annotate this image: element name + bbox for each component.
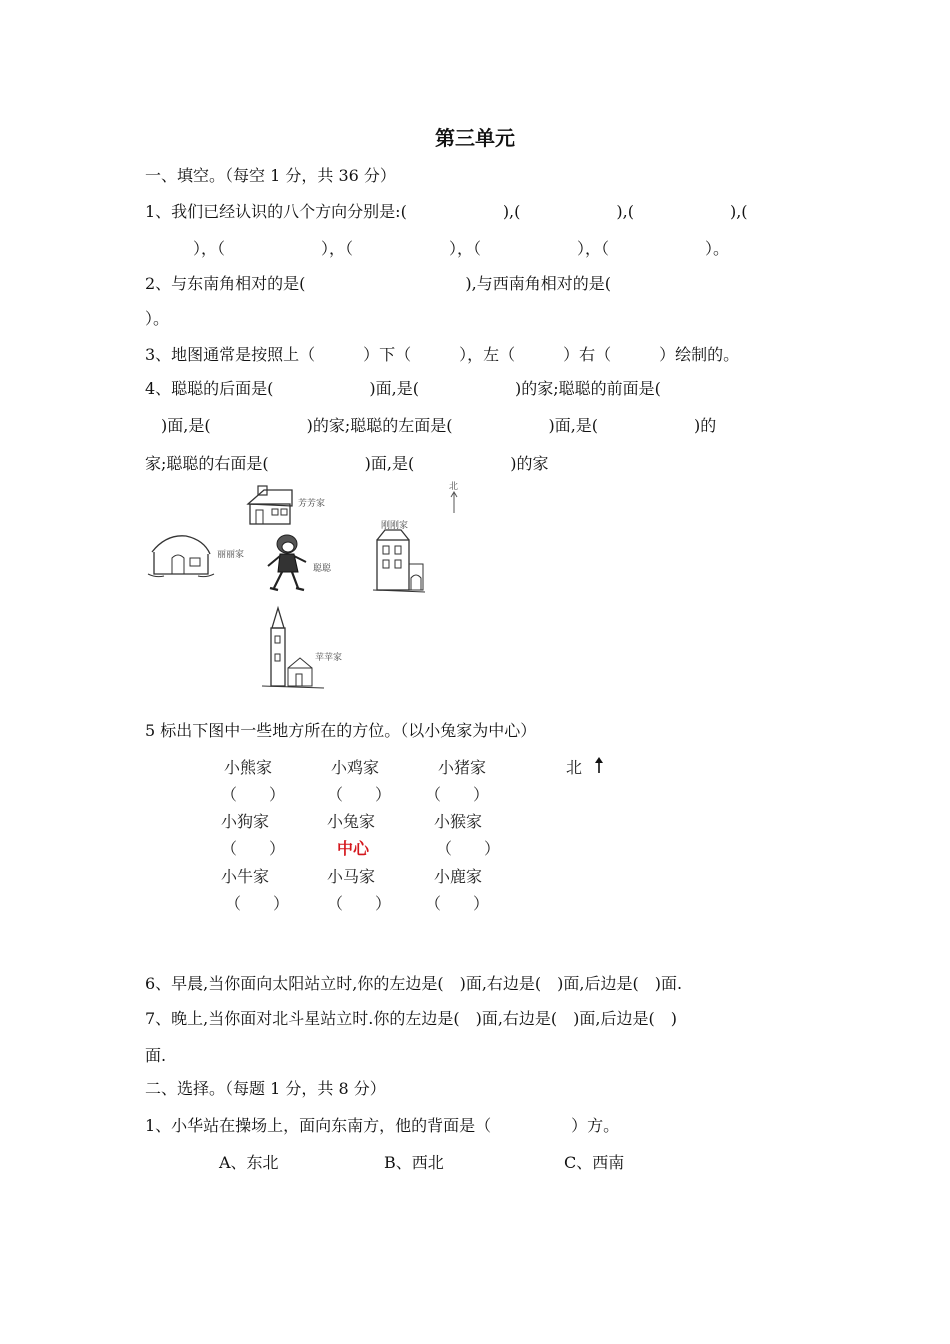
grid-north-label: 北 [566, 758, 583, 777]
fangfang-label: 芳芳家 [298, 499, 326, 509]
grid-lu: 小鹿家 [434, 867, 483, 886]
q1-line1: 1、我们已经认识的八个方向分别是:( ),( ),( ),( [145, 202, 748, 221]
gangang-label: 刚刚家 [381, 521, 409, 531]
s2-q1: 1、小华站在操场上，面向东南方，他的背面是（ ）方。 [145, 1116, 620, 1135]
page-title: 第三单元 [435, 126, 515, 150]
map-north-label: 北 [449, 482, 459, 492]
q1-line2: ），（ ），（ ），（ ），（ ）。 [145, 239, 730, 258]
congcong-label: 聪聪 [313, 564, 332, 574]
lili-house-drawing [146, 530, 216, 580]
grid-paren-ji: （ ） [327, 785, 392, 804]
q2-line2: ）。 [145, 309, 170, 328]
option-b: B、西北 [384, 1153, 444, 1172]
congcong-figure-drawing [262, 530, 312, 594]
grid-paren-gou: （ ） [221, 839, 286, 858]
q6: 6、早晨,当你面向太阳站立时,你的左边是( )面,右边是( )面,后边是( )面. [145, 974, 683, 993]
pingping-house-drawing [258, 604, 328, 690]
q4-line3: 家;聪聪的右面是( )面,是( )的家 [145, 454, 549, 473]
grid-paren-niu: （ ） [225, 894, 290, 913]
q3: 3、地图通常是按照上（ ）下（ ），左（ ）右（ ）绘制的。 [145, 345, 740, 364]
grid-gou: 小狗家 [221, 812, 270, 831]
grid-north-arrow-icon [593, 756, 605, 774]
grid-paren-hou: （ ） [436, 839, 501, 858]
q4-line2: )面,是( )的家;聪聪的左面是( )面,是( )的 [145, 416, 717, 435]
map-north-arrow-icon [449, 490, 459, 514]
grid-zhu: 小猪家 [438, 758, 487, 777]
grid-ma: 小马家 [327, 867, 376, 886]
q7-line2: 面. [145, 1046, 167, 1065]
option-c: C、西南 [564, 1153, 625, 1172]
q2-line1: 2、与东南角相对的是( ),与西南角相对的是( [145, 274, 611, 293]
grid-hou: 小猴家 [434, 812, 483, 831]
grid-paren-ma: （ ） [327, 894, 392, 913]
fangfang-house-drawing [244, 484, 296, 528]
grid-niu: 小牛家 [221, 867, 270, 886]
q5: 5 标出下图中一些地方所在的方位。（以小兔家为中心） [145, 721, 537, 740]
q7-line1: 7、晚上,当你面对北斗星站立时.你的左边是( )面,右边是( )面,后边是( ) [145, 1009, 677, 1028]
grid-ji: 小鸡家 [331, 758, 380, 777]
option-a: A、东北 [219, 1153, 279, 1172]
grid-paren-zhu: （ ） [425, 785, 490, 804]
gangang-house-drawing [371, 526, 427, 596]
grid-center-label: 中心 [337, 839, 370, 858]
section2-heading: 二、选择。（每题 1 分，共 8 分） [145, 1079, 386, 1098]
grid-paren-xiong: （ ） [221, 785, 286, 804]
grid-paren-lu: （ ） [425, 894, 490, 913]
lili-label: 丽丽家 [217, 550, 245, 560]
grid-tu: 小兔家 [327, 812, 376, 831]
grid-xiong: 小熊家 [224, 758, 273, 777]
pingping-label: 苹苹家 [315, 653, 343, 663]
section1-heading: 一、填空。（每空 1 分，共 36 分） [145, 166, 396, 185]
q4-line1: 4、聪聪的后面是( )面,是( )的家;聪聪的前面是( [145, 379, 661, 398]
